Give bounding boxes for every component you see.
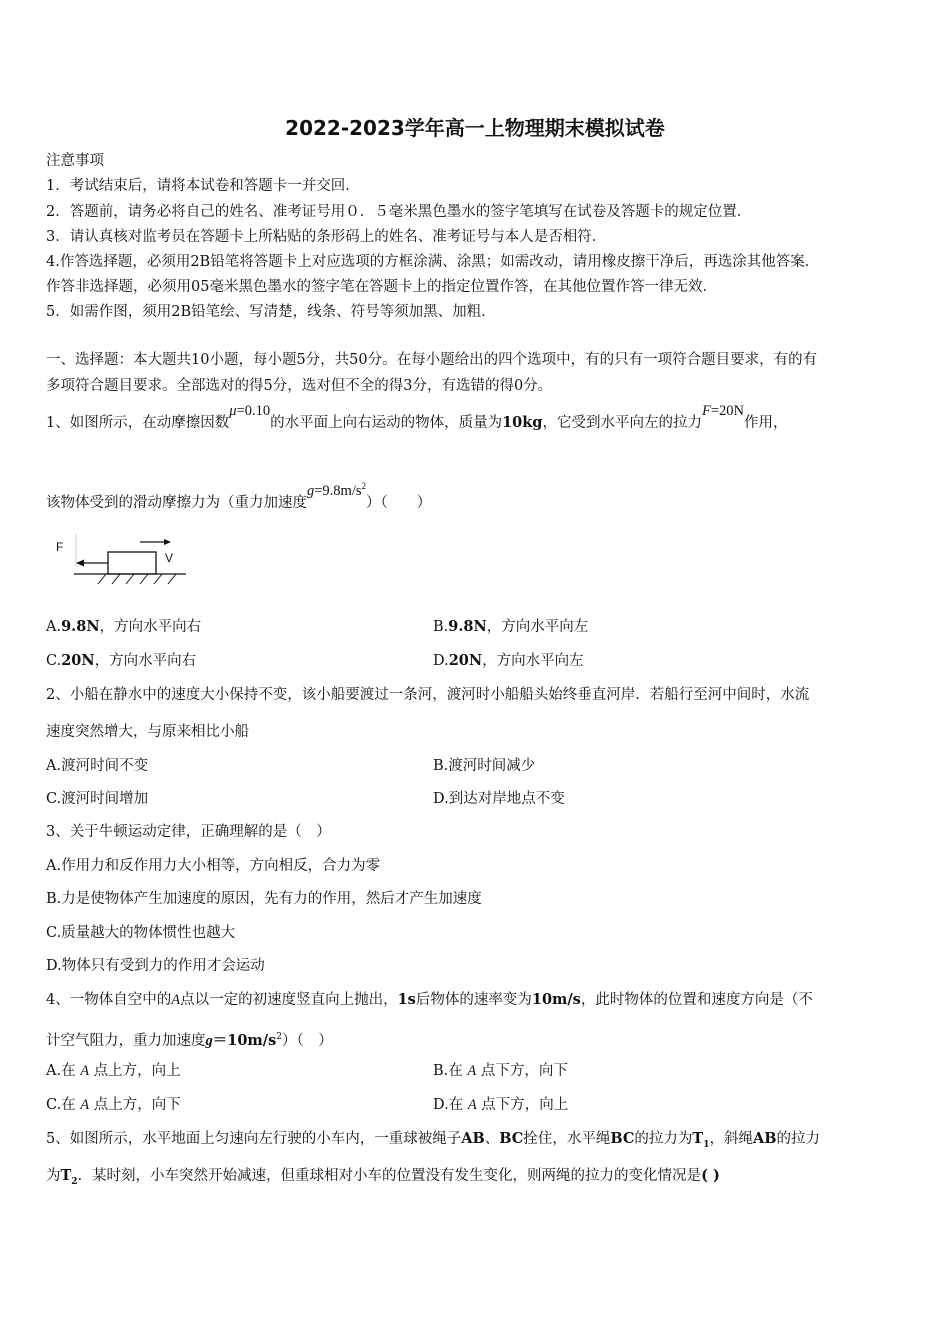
ground-hatching [98, 574, 176, 584]
q1-option-b[interactable]: B.9.8N，方向水平向左 [433, 618, 589, 635]
q2-option-d[interactable]: D.到达对岸地点不变 [433, 791, 565, 807]
q4-stem-line-2: 计空气阻力，重力加速度$g=10m/s^2$）（ ） [46, 1031, 333, 1049]
notice-heading: 注意事项 [46, 153, 104, 169]
force-label: F [56, 540, 64, 554]
q2-stem-line-2: 速度突然增大，与原来相比小船 [46, 724, 249, 740]
q4-option-a[interactable]: A.在 A 点上方，向上 [46, 1063, 181, 1079]
q2-option-b[interactable]: B.渡河时间减少 [433, 758, 536, 774]
block [108, 552, 156, 574]
q3-option-c[interactable]: C.质量越大的物体惯性也越大 [46, 925, 236, 941]
q2-option-c[interactable]: C.渡河时间增加 [46, 791, 149, 807]
q1-option-c[interactable]: C.20N，方向水平向右 [46, 652, 197, 669]
notice-item-6: 5．如需作图，须用2B铅笔绘、写清楚，线条、符号等须加黑、加粗． [46, 304, 496, 320]
page-title: 2022-2023学年高一上物理期末模拟试卷 [285, 116, 665, 140]
q3-option-d[interactable]: D.物体只有受到力的作用才会运动 [46, 958, 265, 974]
notice-item-5: 作答非选择题，必须用05毫米黑色墨水的签字笔在答题卡上的指定位置作答，在其他位置作答一律无效． [46, 279, 717, 295]
section-intro-line-2: 多项符合题目要求。全部选对的得5分，选对但不全的得3分，有选错的得0分。 [46, 378, 553, 394]
notice-item-1: 1．考试结束后，请将本试卷和答题卡一并交回． [46, 178, 360, 194]
q3-option-b[interactable]: B.力是使物体产生加速度的原因，先有力的作用，然后才产生加速度 [46, 891, 482, 907]
mu-symbol: μ [229, 403, 237, 419]
notice-item-4: 4.作答选择题，必须用2B铅笔将答题卡上对应选项的方框涂满、涂黑；如需改动，请用橡皮擦干净后，再选涂其他答案． [46, 254, 820, 270]
q1-option-a[interactable]: A.9.8N，方向水平向右 [46, 618, 202, 635]
section-intro-line-1: 一、选择题：本大题共10小题，每小题5分，共50分。在每小题给出的四个选项中，有的只有一项符合题目要求，有的有 [46, 352, 818, 368]
notice-item-2: 2．答题前，请务必将自己的姓名、准考证号用０．５毫米黑色墨水的签字笔填写在试卷及答题卡的规定位置． [46, 204, 752, 220]
q4-option-d[interactable]: D.在 A 点下方，向上 [433, 1097, 569, 1113]
q4-option-b[interactable]: B.在 A 点下方，向下 [433, 1063, 568, 1079]
q4-stem-line-1: 4、一物体自空中的A点以一定的初速度竖直向上抛出，1s后物体的速率变为10m/s，此时物体的位置和速度方向是（不 [46, 991, 813, 1008]
q3-stem: 3、关于牛顿运动定律，正确理解的是（ ） [46, 824, 331, 840]
q4-option-c[interactable]: C.在 A 点上方，向下 [46, 1097, 181, 1113]
q2-option-a[interactable]: A.渡河时间不变 [46, 758, 149, 774]
q1-force-diagram [46, 534, 196, 596]
force-arrowhead [76, 560, 84, 567]
q1-stem-line-1: 1、如图所示，在动摩擦因数μ=0.10的水平面上向右运动的物体，质量为10kg，它受到水平向左的拉力F=20N作用， [46, 403, 788, 431]
q2-stem-line-1: 2、小船在静水中的速度大小保持不变，该小船要渡过一条河，渡河时小船船头始终垂直河岸．若船行至河中间时，水流 [46, 687, 810, 703]
q1-stem-line-2: 该物体受到的滑动摩擦力为（重力加速度$g=9.8m/s^2$）（ ） [46, 481, 432, 511]
velocity-arrowhead [164, 539, 171, 545]
q1-option-d[interactable]: D.20N，方向水平向左 [433, 652, 584, 669]
q3-option-a[interactable]: A.作用力和反作用力大小相等，方向相反，合力为零 [46, 858, 381, 874]
q5-stem-line-1: 5、如图所示，水平地面上匀速向左行驶的小车内，一重球被绳子AB、BC拴住，水平绳BC的拉力为$T_1$，斜绳AB的拉力 [46, 1130, 820, 1150]
notice-item-3: 3．请认真核对监考员在答题卡上所粘贴的条形码上的姓名、准考证号与本人是否相符． [46, 229, 607, 245]
velocity-label: V [165, 551, 174, 565]
q5-stem-line-2: 为$T_2$．某时刻，小车突然开始减速，但重球相对小车的位置没有发生变化，则两绳的拉力的变化情况是( ) [46, 1167, 720, 1187]
